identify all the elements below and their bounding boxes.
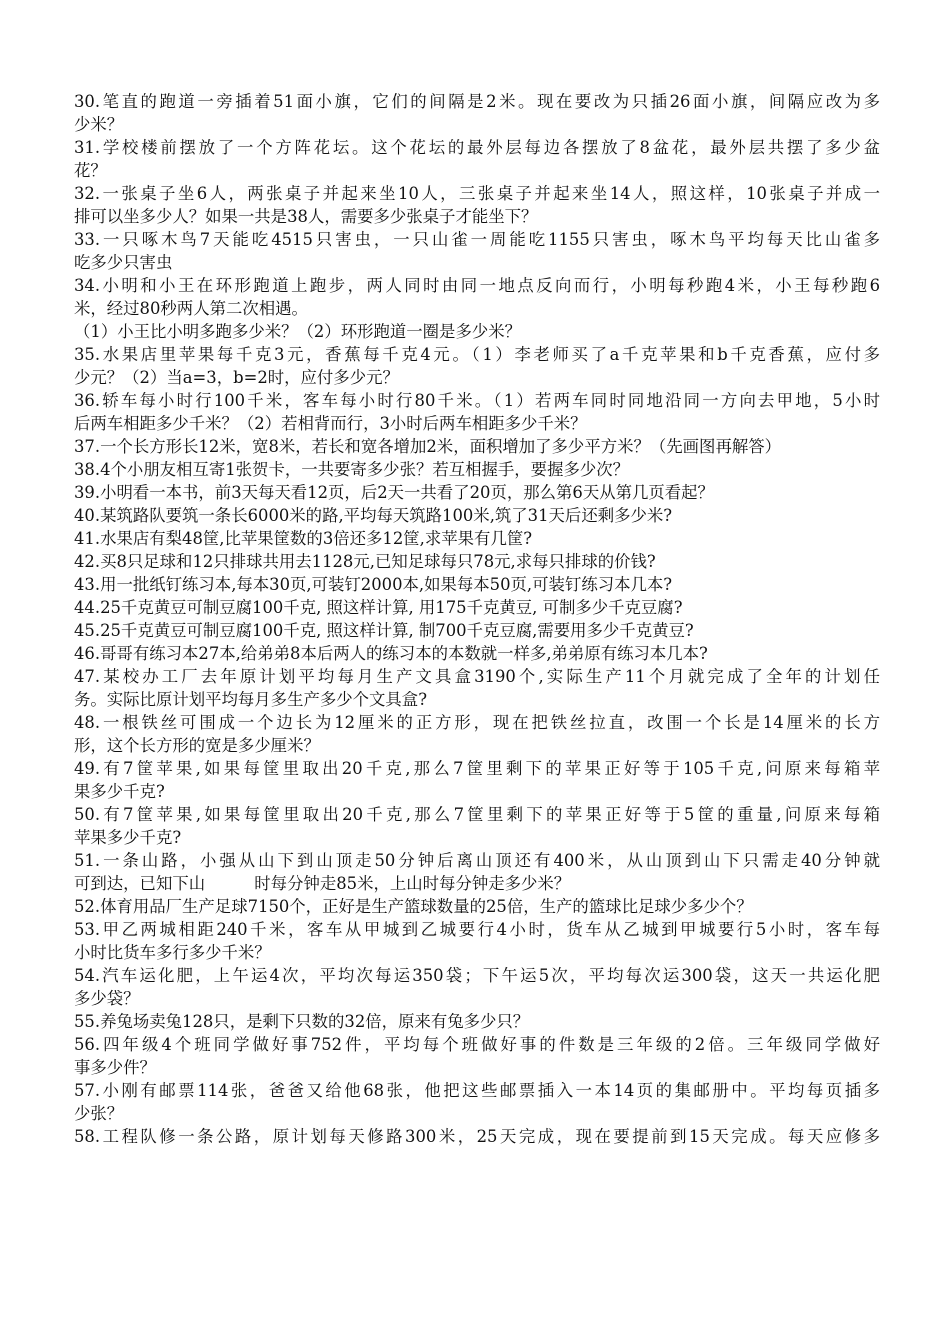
text-line: 48.一根铁丝可围成一个边长为12厘米的正方形，现在把铁丝拉直，改围一个长是14厘米的长方 [74, 713, 880, 732]
text-line: 可到达，已知下山 时每分钟走85米，上山时每分钟走多少米？ [74, 874, 571, 893]
text-line: 少张？ [74, 1104, 124, 1123]
text-line: 形，这个长方形的宽是多少厘米？ [74, 736, 320, 755]
text-line: 31.学校楼前摆放了一个方阵花坛。这个花坛的最外层每边各摆放了8盆花，最外层共摆了多少盆 [74, 138, 880, 157]
text-line: 38.4个小朋友相互寄1张贺卡，一共要寄多少张？若互相握手，要握多少次？ [74, 460, 630, 479]
text-line: 46.哥哥有练习本27本,给弟弟8本后两人的练习本的本数就一样多,弟弟原有练习本几本? [74, 644, 708, 663]
text-line: 事多少件？ [74, 1058, 156, 1077]
text-line: 少元？（2）当a=3，b=2时，应付多少元？ [74, 368, 399, 387]
text-line: 35.水果店里苹果每千克3元，香蕉每千克4元。（1）李老师买了a千克苹果和b千克香蕉，应付多 [74, 345, 880, 364]
text-line: 36.轿车每小时行100千米，客车每小时行80千米。（1）若两车同时同地沿同一方向去甲地，5小时 [74, 391, 880, 410]
text-line: 务。实际比原计划平均每月多生产多少个文具盒? [74, 690, 427, 709]
text-line: 苹果多少千克? [74, 828, 182, 847]
text-line: 花？ [74, 161, 107, 180]
text-line: 后两车相距多少千米？（2）若相背而行，3小时后两车相距多少千米？ [74, 414, 587, 433]
text-line: 47.某校办工厂去年原计划平均每月生产文具盒3190个,实际生产11个月就完成了全年的计划任 [74, 667, 880, 686]
text-line: 30.笔直的跑道一旁插着51面小旗，它们的间隔是2米。现在要改为只插26面小旗，间隔应改为多 [74, 92, 880, 111]
text-line: 42.买8只足球和12只排球共用去1128元,已知足球每只78元,求每只排球的价钱? [74, 552, 656, 571]
text-line: 55.养兔场卖兔128只，是剩下只数的32倍，原来有兔多少只？ [74, 1012, 530, 1031]
text-line: 多少袋？ [74, 989, 140, 1008]
text-line: 39.小明看一本书，前3天每天看12页，后2天一共看了20页，那么第6天从第几页看起？ [74, 483, 714, 502]
text-line: 53.甲乙两城相距240千米，客车从甲城到乙城要行4小时，货车从乙城到甲城要行5小时，客车每 [74, 920, 880, 939]
text-line: 排可以坐多少人？如果一共是38人，需要多少张桌子才能坐下？ [74, 207, 538, 226]
text-line: 56.四年级4个班同学做好事752件，平均每个班做好事的件数是三年级的2倍。三年级同学做好 [74, 1035, 880, 1054]
text-line: 吃多少只害虫 [74, 253, 173, 272]
text-line: 57.小刚有邮票114张，爸爸又给他68张，他把这些邮票插入一本14页的集邮册中。平均每页插多 [74, 1081, 880, 1100]
text-line: 32.一张桌子坐6人，两张桌子并起来坐10人，三张桌子并起来坐14人，照这样，10张桌子并成一 [74, 184, 880, 203]
text-line: 小时比货车多行多少千米？ [74, 943, 271, 962]
text-line: 果多少千克? [74, 782, 165, 801]
text-line: 37.一个长方形长12米，宽8米，若长和宽各增加2米，面积增加了多少平方米？（先画图再解答） [74, 437, 782, 456]
text-line: 44.25千克黄豆可制豆腐100千克, 照这样计算, 用175千克黄豆, 可制多少千克豆腐? [74, 598, 683, 617]
text-line: 33.一只啄木鸟7天能吃4515只害虫，一只山雀一周能吃1155只害虫，啄木鸟平均每天比山雀多 [74, 230, 880, 249]
text-line: 49.有7筐苹果,如果每筐里取出20千克,那么7筐里剩下的苹果正好等于105千克,问原来每箱苹 [74, 759, 880, 778]
text-line: （1）小王比小明多跑多少米？（2）环形跑道一圈是多少米？ [74, 322, 522, 341]
text-line: 34.小明和小王在环形跑道上跑步，两人同时由同一地点反向而行，小明每秒跑4米，小王每秒跑6 [74, 276, 880, 295]
text-line: 52.体育用品厂生产足球7150个，正好是生产篮球数量的25倍，生产的篮球比足球少多少个？ [74, 897, 753, 916]
text-line: 50.有7筐苹果,如果每筐里取出20千克,那么7筐里剩下的苹果正好等于5筐的重量,问原来每箱 [74, 805, 880, 824]
text-line: 51.一条山路，小强从山下到山顶走50分钟后离山顶还有400米，从山顶到山下只需走40分钟就 [74, 851, 880, 870]
text-line: 58.工程队修一条公路，原计划每天修路300米，25天完成，现在要提前到15天完成。每天应修多 [74, 1127, 880, 1146]
text-line: 米，经过80秒两人第二次相遇。 [74, 299, 308, 318]
text-line: 少米？ [74, 115, 124, 134]
text-line: 41.水果店有梨48筐,比苹果筐数的3倍还多12筐,求苹果有几筐? [74, 529, 533, 548]
text-line: 54.汽车运化肥，上午运4次，平均次每运350袋；下午运5次，平均每次运300袋，这天一共运化肥 [74, 966, 880, 985]
document-page [74, 90, 880, 1148]
text-line: 40.某筑路队要筑一条长6000米的路,平均每天筑路100米,筑了31天后还剩多少米? [74, 506, 673, 525]
text-line: 43.用一批纸钉练习本,每本30页,可装钉2000本,如果每本50页,可装钉练习本几本? [74, 575, 673, 594]
text-line: 45.25千克黄豆可制豆腐100千克, 照这样计算, 制700千克豆腐,需要用多少千克黄豆? [74, 621, 694, 640]
